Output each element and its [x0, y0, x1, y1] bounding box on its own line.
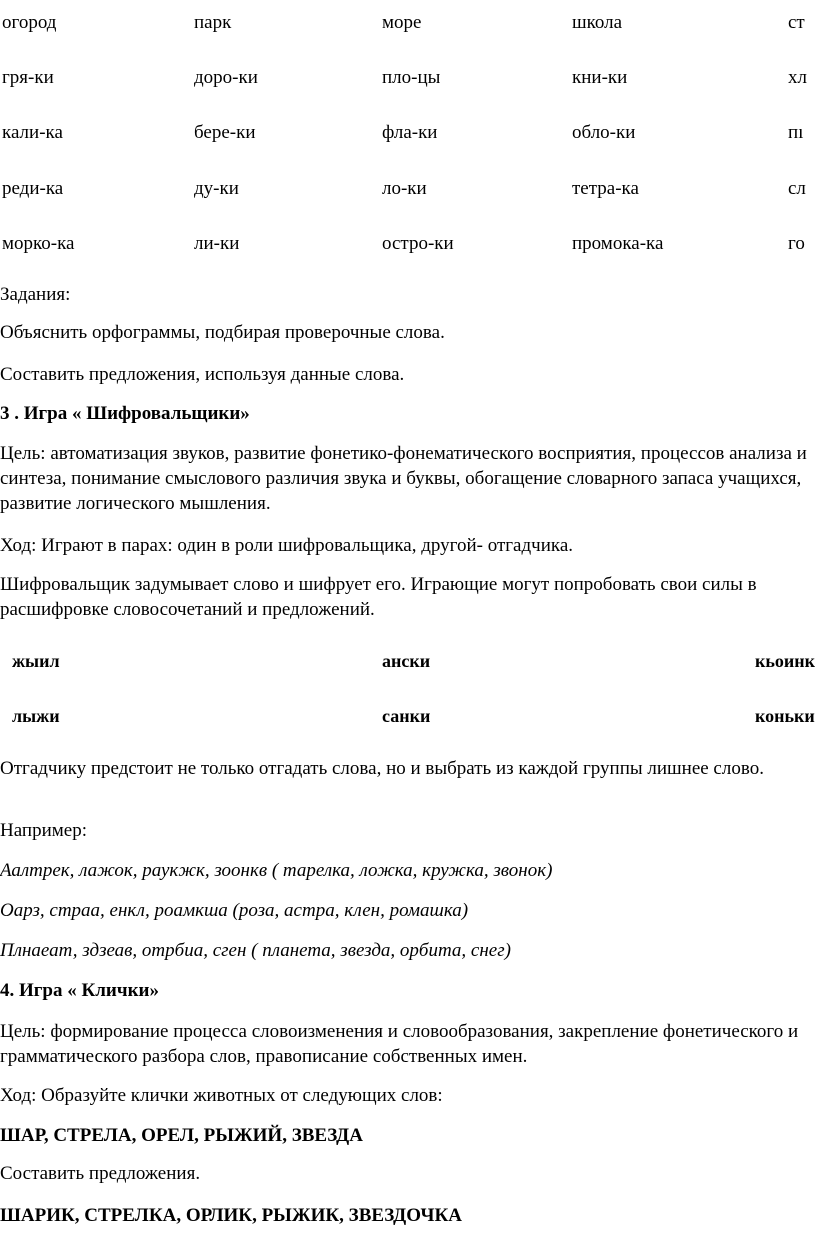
source-words: ШАР, СТРЕЛА, ОРЕЛ, РЫЖИЙ, ЗВЕЗДА — [0, 1125, 363, 1146]
table-cell: парк — [194, 12, 232, 33]
table-cell: гря-ки — [2, 67, 54, 88]
task-item: Объяснить орфограммы, подбирая проверочные слова. — [0, 322, 445, 343]
table-cell: ст — [788, 12, 805, 33]
table-cell: фла-ки — [382, 122, 438, 143]
example-item: Оарз, страа, енкл, роамкша (роза, астра, клен, ромашка) — [0, 900, 469, 921]
table-cell: море — [382, 12, 422, 33]
game3-move: Ход: Играют в парах: один в роли шифровальщика, другой- отгадчика. — [0, 535, 574, 556]
cipher-decoded-word: коньки — [755, 706, 815, 726]
table-cell: ло-ки — [382, 178, 427, 199]
game4-move: Ход: Образуйте клички животных от следующих слов: — [0, 1085, 443, 1106]
table-cell: ли-ки — [194, 233, 240, 254]
table-cell: обло-ки — [572, 122, 636, 143]
table-cell: реди-ка — [2, 178, 64, 199]
cipher-decoded-word: лыжи — [12, 706, 60, 726]
table-cell: кни-ки — [572, 67, 628, 88]
cipher-encoded-word: ански — [382, 651, 431, 671]
table-cell: остро-ки — [382, 233, 454, 254]
section-title-game4: 4. Игра « Клички» — [0, 980, 159, 1001]
table-cell: доро-ки — [194, 67, 258, 88]
table-cell: промока-ка — [572, 233, 664, 254]
example-item: Плнаеат, здзеав, отрбиа, сген ( планета, звезда, орбита, снег) — [0, 940, 511, 961]
table-cell: тетра-ка — [572, 178, 639, 199]
section-title-game3: 3 . Игра « Шифровальщики» — [0, 403, 250, 424]
table-cell: хл — [788, 67, 807, 88]
game3-guesser-note: Отгадчику предстоит не только отгадать слова, но и выбрать из каждой группы лишнее слово. — [0, 758, 764, 779]
table-cell: морко-ка — [2, 233, 75, 254]
example-label: Например: — [0, 820, 87, 841]
answer-words: ШАРИК, СТРЕЛКА, ОРЛИК, РЫЖИК, ЗВЕЗДОЧКА — [0, 1205, 462, 1226]
table-cell: огород — [2, 12, 57, 33]
tasks-heading: Задания: — [0, 284, 71, 305]
table-cell: бере-ки — [194, 122, 256, 143]
cipher-decoded-word: санки — [382, 706, 431, 726]
table-cell: го — [788, 233, 805, 254]
example-item: Аалтрек, лажок, раукжк, зоонкв ( тарелка, ложка, кружка, звонок) — [0, 860, 553, 881]
table-cell: ду-ки — [194, 178, 239, 199]
cipher-encoded-word: кьоинк — [755, 651, 816, 671]
game4-goal: Цель: формирование процесса словоизменения и словообразования, закрепление фонетического и грамматического разбора слов, правописание собственных имен. — [0, 1021, 799, 1067]
table-cell: пı — [788, 122, 804, 143]
table-cell: пло-цы — [382, 67, 441, 88]
game3-goal: Цель: автоматизация звуков, развитие фонетико-фонематического восприятия, процессов анализа и синтеза, понимание смыслового различия звука и буквы, обогащение словарного запаса учащихся, развитие логического мышления. — [0, 443, 807, 514]
game4-instruction: Составить предложения. — [0, 1163, 201, 1184]
table-cell: школа — [572, 12, 623, 33]
table-cell: кали-ка — [2, 122, 63, 143]
cipher-encoded-word: жыил — [12, 651, 60, 671]
task-item: Составить предложения, используя данные слова. — [0, 364, 405, 385]
table-cell: сл — [788, 178, 806, 199]
game3-description: Шифровальщик задумывает слово и шифрует его. Играющие могут попробовать свои силы в расшифровке словосочетаний и предложений. — [0, 574, 757, 620]
